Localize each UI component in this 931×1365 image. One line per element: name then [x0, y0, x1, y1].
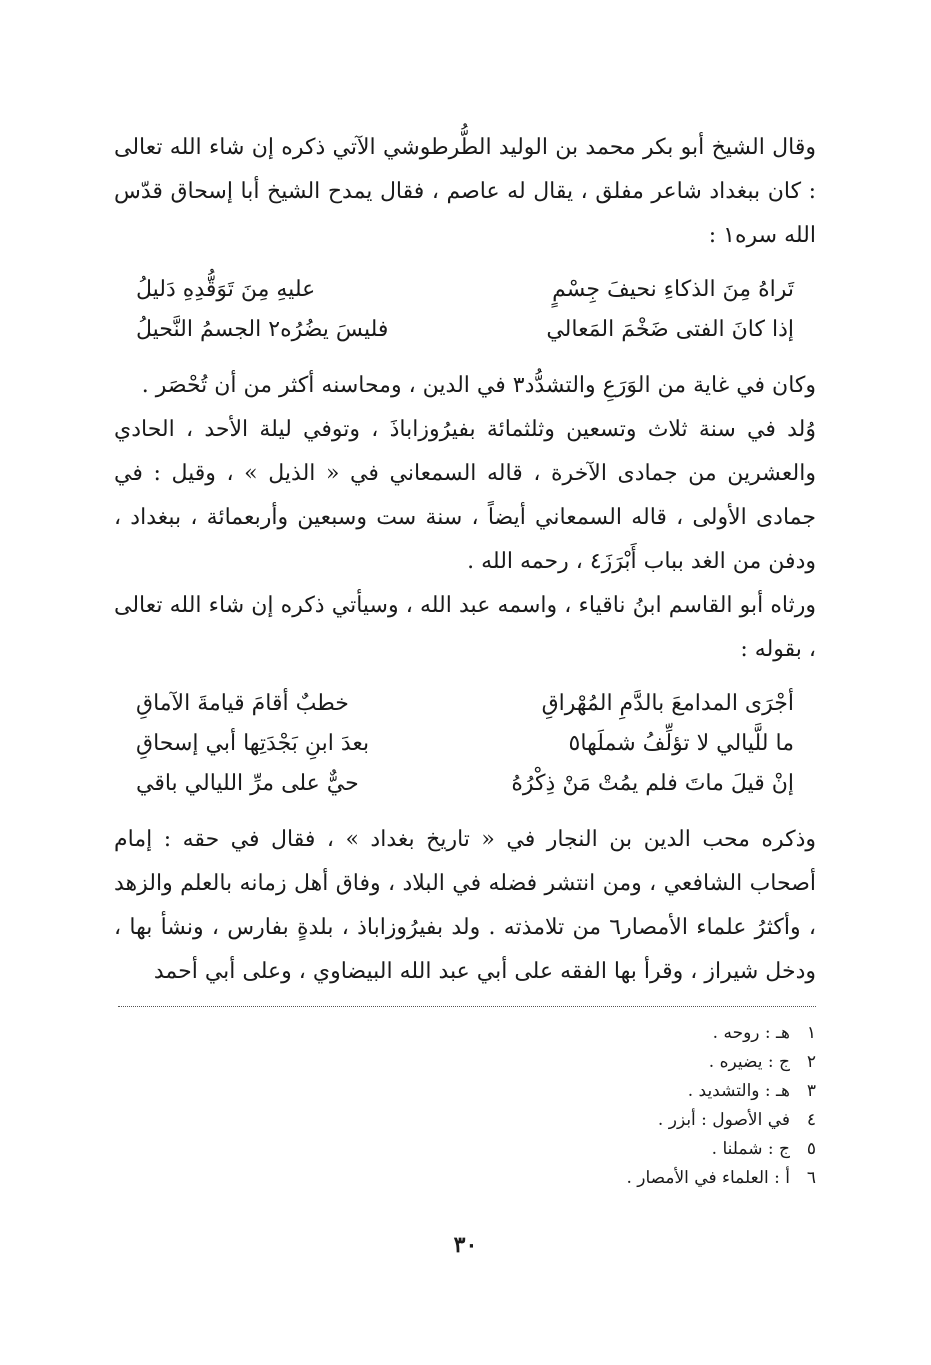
verse-second-hemistich: فليسَ يضُرُه٢ الجسمُ النَّحيلُ	[136, 317, 389, 342]
verse-first-hemistich: إذا كانَ الفتى ضَخْمَ المَعالي	[546, 317, 794, 342]
footnote-item	[416, 1019, 816, 1048]
verse-second-hemistich: حيٌّ على مرِّ الليالي باقي	[136, 771, 359, 796]
verse-second-hemistich: عليهِ مِنَ تَوَقُّدِهِ دَليلُ	[136, 277, 316, 302]
footnote-number: ٥	[806, 1139, 816, 1159]
footnote-number: ١	[806, 1023, 816, 1043]
footnote-text: في الأصول : أبزر .	[657, 1110, 790, 1130]
verse-first-hemistich: تَراهُ مِنَ الذكاءِ نحيفَ جِسْمٍ	[552, 277, 794, 302]
paragraph-elegy-intro: ورثاه أبو القاسم ابنُ ناقياء ، واسمه عبد الله ، وسيأتي ذكره إن شاء الله تعالى ، بقوله :	[114, 593, 816, 662]
poem-verse	[136, 724, 794, 764]
poem-verse	[136, 270, 794, 310]
verse-second-hemistich: بعدَ ابنِ بَجْدَتِها أبي إسحاقِ	[136, 731, 370, 756]
footnote-divider	[118, 1006, 816, 1007]
poem-verse	[136, 684, 794, 724]
verse-first-hemistich: ما للَّيالي لا تؤلِّفُ شملَها٥	[568, 731, 794, 756]
footnote-text: هـ : والتشديد .	[687, 1081, 790, 1101]
footnote-text: ج : يضيره .	[708, 1052, 790, 1072]
poem-verse	[136, 764, 794, 804]
verse-second-hemistich: خطبٌ أقامَ قيامةَ الآماقِ	[136, 691, 349, 716]
paragraph-birth-death: وُلد في سنة ثلاث وتسعين وثلثمائة بفيرُوزاباذَ ، وتوفي ليلة الأحد ، الحادي والعشرين من جمادى الآخرة ، قاله السمعاني في « الذيل » ، وقيل : في جمادى الأولى ، قاله السمعاني أيضاً ، سنة ست وسبعين وأربعمائة ، ببغداد ، ودفن من الغد بباب أَبْرَزَ٤ ، رحمه الله .	[114, 417, 816, 574]
footnotes	[416, 1019, 816, 1193]
poem-elegy	[114, 684, 816, 804]
paragraph-piety: وكان في غاية من الوَرَعِ والتشدُّد٣ في الدين ، ومحاسنه أكثر من أن تُحْصَر .	[141, 373, 816, 398]
poem-verse	[136, 310, 794, 350]
footnote-number: ٦	[806, 1168, 816, 1188]
footnote-number: ٣	[806, 1081, 816, 1101]
footnote-item	[416, 1077, 816, 1106]
footnote-number: ٤	[806, 1110, 816, 1130]
footnote-text: ج : شملنا .	[711, 1139, 790, 1159]
verse-first-hemistich: إنْ قيلَ ماتَ فلم يمُتْ مَنْ ذِكْرُهُ	[511, 771, 794, 796]
verse-first-hemistich: أجْرَى المدامعَ بالدَّمِ المُهْراقِ	[541, 691, 794, 716]
paragraph-ibn-najjar: وذكره محب الدين بن النجار في « تاريخ بغداد » ، فقال في حقه : إمام أصحاب الشافعي ، ومن انتشر فضله في البلاد ، وفاق أهل زمانه بالعلم والزهد ، وأكثرُ علماء الأمصار٦ من تلامذته . ولد بفيرُوزاباذ ، بلدةٍ بفارس ، ونشأ بها ، ودخل شيراز ، وقرأ بها الفقه على أبي عبد الله البيضاوي ، وعلى أبي أحمد	[114, 827, 816, 984]
paragraph-tartushi-quote: وقال الشيخ أبو بكر محمد بن الوليد الطُّرطوشي الآتي ذكره إن شاء الله تعالى : كان ببغداد شاعر مفلق ، يقال له عاصم ، فقال يمدح الشيخ أبا إسحاق قدّس الله سره١ :	[114, 135, 816, 248]
footnote-item	[416, 1164, 816, 1193]
footnote-item	[416, 1135, 816, 1164]
page-number: ٣٠	[453, 1232, 478, 1258]
poem-praise	[114, 270, 816, 350]
footnote-number: ٢	[806, 1052, 816, 1072]
footnote-item	[416, 1106, 816, 1135]
main-text	[114, 126, 816, 994]
footnote-text: هـ : روحه .	[712, 1023, 790, 1043]
footnote-item	[416, 1048, 816, 1077]
footnote-text: أ : العلماء في الأمصار .	[626, 1168, 790, 1188]
